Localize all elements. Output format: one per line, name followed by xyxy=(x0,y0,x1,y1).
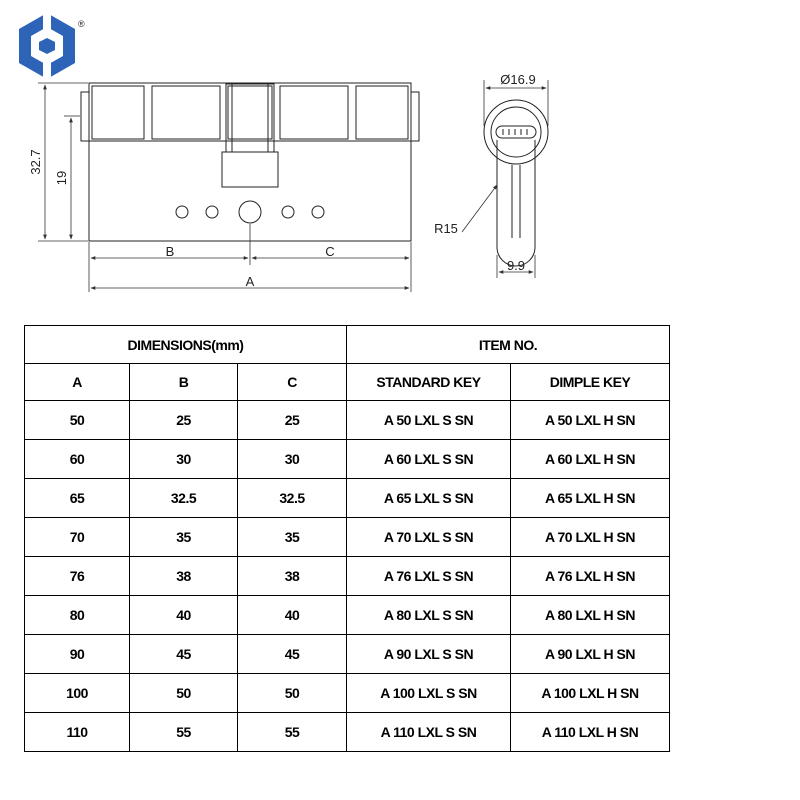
table-row xyxy=(25,557,670,596)
table-group-header-row xyxy=(25,326,670,364)
cell-a: 60 xyxy=(25,440,130,479)
cell-standard-key: A 50 LXL S SN xyxy=(347,401,511,440)
cell-c: 45 xyxy=(238,635,347,674)
cell-dimple-key: A 76 LXL H SN xyxy=(511,557,670,596)
dim-label-radius: R15 xyxy=(434,221,458,236)
cylinder-side-view xyxy=(81,83,419,241)
cell-b: 45 xyxy=(130,635,238,674)
table-row xyxy=(25,518,670,557)
dimensions-table xyxy=(24,325,670,752)
column-header-a: A xyxy=(25,364,130,401)
table-row xyxy=(25,713,670,752)
cell-standard-key: A 110 LXL S SN xyxy=(347,713,511,752)
table-row xyxy=(25,479,670,518)
cell-a: 65 xyxy=(25,479,130,518)
cell-dimple-key: A 60 LXL H SN xyxy=(511,440,670,479)
dim-label-a: A xyxy=(245,274,255,289)
column-header-standard-key: STANDARD KEY xyxy=(347,364,511,401)
cell-c: 25 xyxy=(238,401,347,440)
cell-b: 25 xyxy=(130,401,238,440)
cell-dimple-key: A 110 LXL H SN xyxy=(511,713,670,752)
cell-b: 32.5 xyxy=(130,479,238,518)
cell-standard-key: A 90 LXL S SN xyxy=(347,635,511,674)
screw-hole xyxy=(239,201,261,223)
table-row xyxy=(25,596,670,635)
dim-label-cam-height: 19 xyxy=(54,170,69,186)
cell-standard-key: A 70 LXL S SN xyxy=(347,518,511,557)
cell-b: 30 xyxy=(130,440,238,479)
cell-dimple-key: A 100 LXL H SN xyxy=(511,674,670,713)
cell-c: 38 xyxy=(238,557,347,596)
cell-dimple-key: A 80 LXL H SN xyxy=(511,596,670,635)
cell-c: 32.5 xyxy=(238,479,347,518)
cell-a: 70 xyxy=(25,518,130,557)
column-header-c: C xyxy=(238,364,347,401)
cell-standard-key: A 76 LXL S SN xyxy=(347,557,511,596)
pin-hole xyxy=(176,206,188,218)
cell-dimple-key: A 90 LXL H SN xyxy=(511,635,670,674)
cell-dimple-key: A 65 LXL H SN xyxy=(511,479,670,518)
table-column-header-row xyxy=(25,364,670,401)
cell-b: 40 xyxy=(130,596,238,635)
cylinder-profile-view xyxy=(484,100,548,266)
cell-a: 76 xyxy=(25,557,130,596)
technical-drawing xyxy=(0,0,800,310)
cell-a: 110 xyxy=(25,713,130,752)
dim-label-diameter: Ø16.9 xyxy=(500,72,536,87)
brand-logo xyxy=(19,13,85,79)
cell-standard-key: A 60 LXL S SN xyxy=(347,440,511,479)
cell-c: 35 xyxy=(238,518,347,557)
cell-standard-key: A 65 LXL S SN xyxy=(347,479,511,518)
pin-hole xyxy=(206,206,218,218)
column-header-dimple-key: DIMPLE KEY xyxy=(511,364,670,401)
dim-label-width: 9.9 xyxy=(506,258,526,273)
cell-dimple-key: A 70 LXL H SN xyxy=(511,518,670,557)
pin-hole xyxy=(312,206,324,218)
item-no-header: ITEM NO. xyxy=(347,326,670,364)
cell-a: 50 xyxy=(25,401,130,440)
cell-standard-key: A 100 LXL S SN xyxy=(347,674,511,713)
cell-b: 38 xyxy=(130,557,238,596)
table-row xyxy=(25,440,670,479)
cell-c: 40 xyxy=(238,596,347,635)
cell-dimple-key: A 50 LXL H SN xyxy=(511,401,670,440)
cell-standard-key: A 80 LXL S SN xyxy=(347,596,511,635)
cell-a: 90 xyxy=(25,635,130,674)
pin-hole xyxy=(282,206,294,218)
cell-b: 50 xyxy=(130,674,238,713)
cell-a: 100 xyxy=(25,674,130,713)
cell-a: 80 xyxy=(25,596,130,635)
cell-c: 50 xyxy=(238,674,347,713)
cell-c: 55 xyxy=(238,713,347,752)
registered-mark: ® xyxy=(78,19,85,29)
column-header-b: B xyxy=(130,364,238,401)
table-row xyxy=(25,674,670,713)
dim-label-c: C xyxy=(325,244,335,259)
cell-b: 55 xyxy=(130,713,238,752)
table-row xyxy=(25,635,670,674)
dim-label-b: B xyxy=(165,244,175,259)
cell-b: 35 xyxy=(130,518,238,557)
table-row xyxy=(25,401,670,440)
dimensions-header: DIMENSIONS(mm) xyxy=(25,326,347,364)
dim-label-overall-height: 32.7 xyxy=(28,149,43,175)
cell-c: 30 xyxy=(238,440,347,479)
